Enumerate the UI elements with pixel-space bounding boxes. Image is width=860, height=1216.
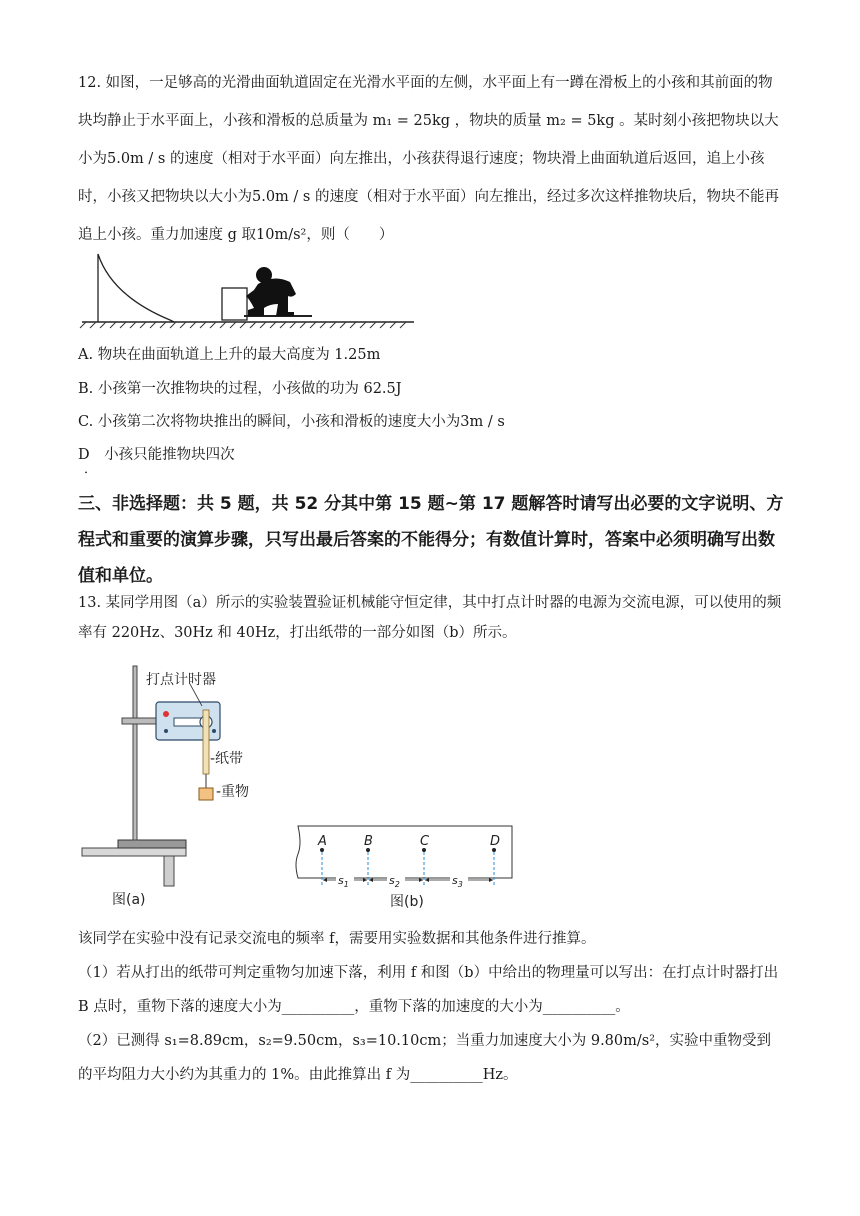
q12-option-d-dot: ． xyxy=(84,462,98,477)
block xyxy=(222,288,247,320)
bench-leg xyxy=(164,856,174,886)
timer-screw-1 xyxy=(164,729,168,733)
figure-a xyxy=(78,662,268,910)
point-b-label: B xyxy=(364,834,373,849)
paper-tape xyxy=(203,710,209,774)
q12-option-d: D 小孩只能推物块四次 xyxy=(78,447,235,463)
figure-b-caption: 图(b) xyxy=(390,894,424,910)
q13-part1: （1）若从打出的纸带可判定重物匀加速下落，利用 f 和图（b）中给出的物理量可以写出：在打点计时器打出 B 点时，重物下落的速度大小为__________，重物下落的加速度的大小为__________。 xyxy=(78,965,779,1015)
timer-label: 打点计时器 xyxy=(146,672,216,688)
q12-figure xyxy=(78,246,418,332)
q12-option-c: C. 小孩第二次将物块推出的瞬间，小孩和滑板的速度大小为3m / s xyxy=(78,414,505,430)
s2-label: $s_2$ xyxy=(389,874,400,889)
q12-option-b: B. 小孩第一次推物块的过程，小孩做的功为 62.5J xyxy=(78,381,402,397)
point-a-label: A xyxy=(318,834,327,849)
curved-track xyxy=(98,254,174,322)
point-d-label: D xyxy=(490,834,501,849)
s1-label: $s_1$ xyxy=(338,874,349,889)
q13-part2: （2）已测得 s₁=8.89cm，s₂=9.50cm，s₃=10.10cm；当重力加速度大小为 9.80m/s²，实验中重物受到的平均阻力大小约为其重力的 1%。由此推算出 f 为__________Hz。 xyxy=(78,1033,772,1083)
timer-red-dot xyxy=(163,711,169,717)
figure-a-caption: 图(a) xyxy=(112,892,146,908)
child-silhouette xyxy=(246,267,296,316)
q13-note: 该同学在实验中没有记录交流电的频率 f，需要用实验数据和其他条件进行推算。 xyxy=(78,931,596,947)
section3-heading: 三、非选择题：共 5 题，共 52 分其中第 15 题~第 17 题解答时请写出必要的文字说明、方程式和重要的演算步骤，只写出最后答案的不能得分；有数值计算时，答案中必须明确写出数值和单位。 xyxy=(78,494,784,586)
weight xyxy=(199,788,213,800)
lab-bench xyxy=(82,848,186,856)
figure-b xyxy=(290,820,516,912)
stand-rod xyxy=(133,666,137,840)
timer-screw-2 xyxy=(212,729,216,733)
point-c-label: C xyxy=(420,834,430,849)
stand-base xyxy=(118,840,186,848)
q13-stem: 13. 某同学用图（a）所示的实验装置验证机械能守恒定律，其中打点计时器的电源为交流电源，可以使用的频率有 220Hz、30Hz 和 40Hz，打出纸带的一部分如图（b）所示。 xyxy=(78,595,782,641)
q12-stem: 12. 如图，一足够高的光滑曲面轨道固定在光滑水平面的左侧，水平面上有一蹲在滑板上的小孩和其前面的物块均静止于水平面上，小孩和滑板的总质量为 m₁ = 25kg ，物块的质量 m₂ = 5kg 。某时刻小孩把物块以大小为5.0m / s 的速度（相对于水平面）向左推出，小孩获得退行速度；物块滑上曲面轨道后返回，追上小孩时，小孩又把物块以大小为5.0m / s 的速度（相对于水平面）向左推出，经过多次这样推物块后，物块不能再追上小孩。重力加速度 g 取10m/s²，则（ ） xyxy=(78,75,779,243)
q12-option-a: A. 物块在曲面轨道上上升的最大高度为 1.25m xyxy=(78,347,381,363)
paper-tape-strip xyxy=(296,826,512,878)
weight-label: -重物 xyxy=(216,784,250,800)
tape-label: -纸带 xyxy=(210,751,244,767)
ground-hatching xyxy=(80,322,406,328)
s3-label: $s_3$ xyxy=(452,874,463,889)
